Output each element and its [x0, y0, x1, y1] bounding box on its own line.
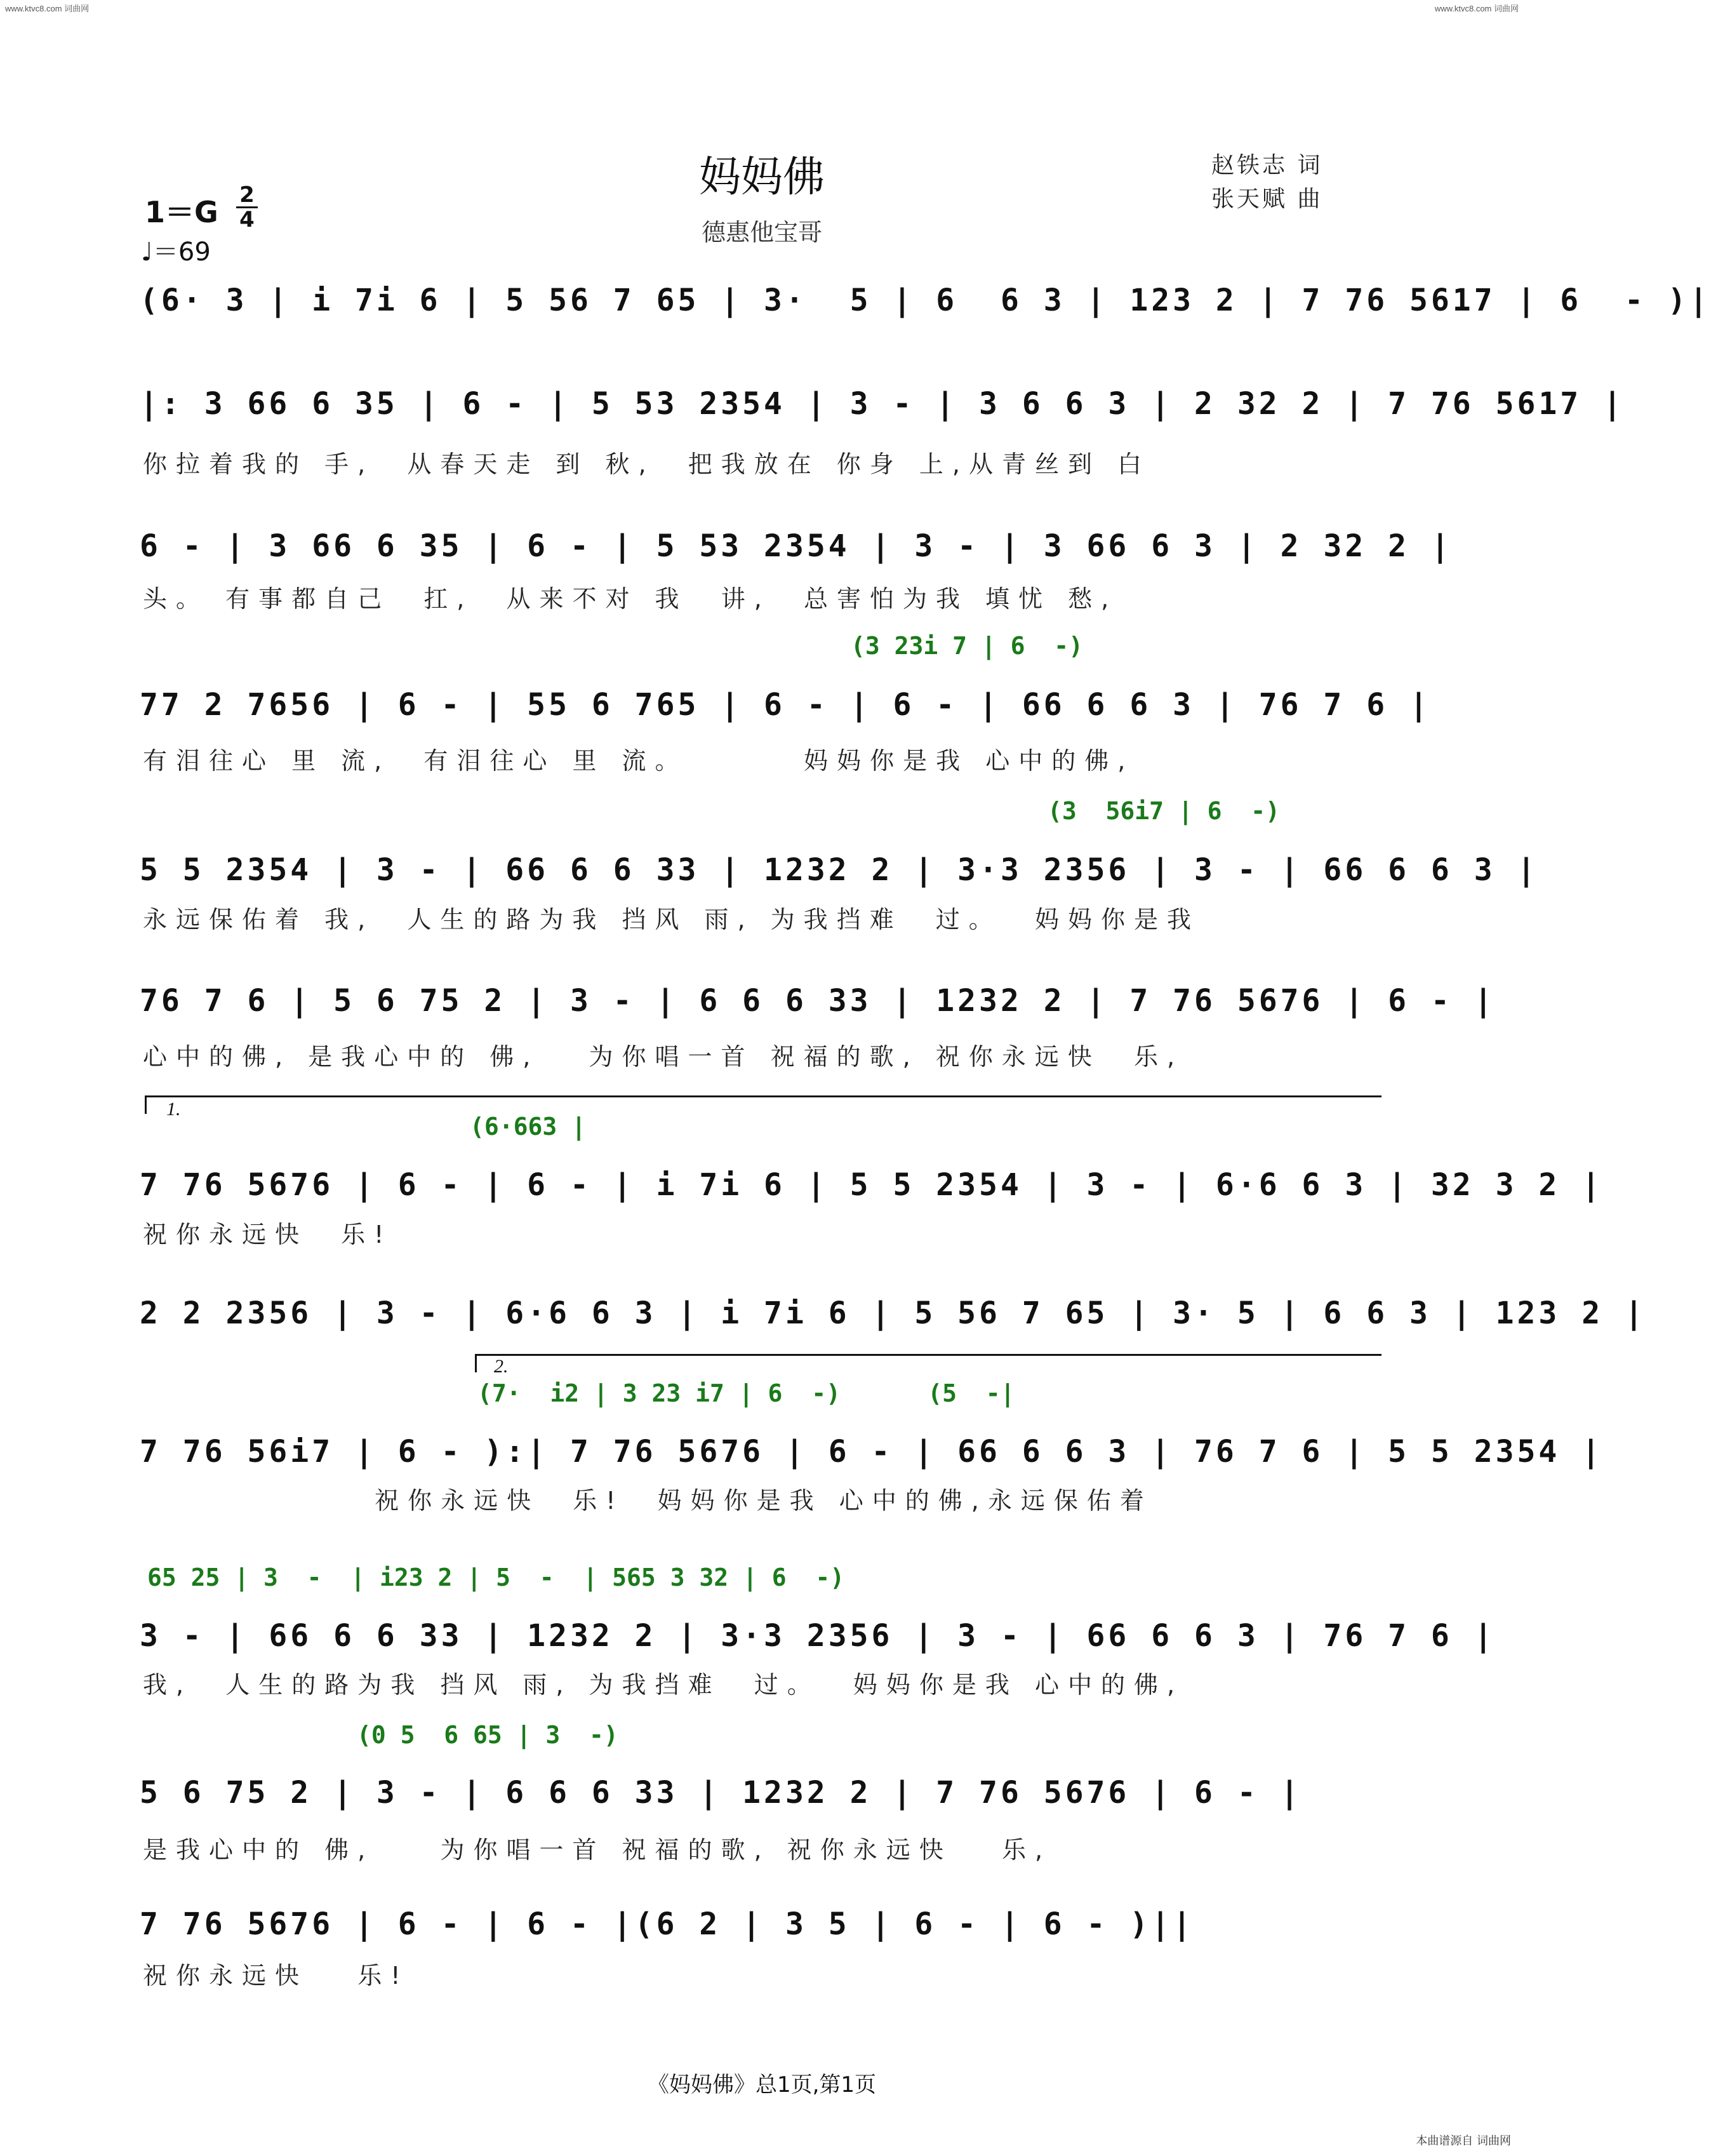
watermark-right: www.ktvc8.com 词曲网	[1434, 4, 1519, 13]
staff-line-5: 5 5 2354 | 3 - | 66 6 6 33 | 1232 2 | 3·3 2356 | 3 - | 66 6 6 3 |	[140, 852, 1539, 888]
staff-line-2: |: 3 66 6 35 | 6 - | 5 53 2354 | 3 - | 3 6 6 3 | 2 32 2 | 7 76 5617 |	[140, 386, 1625, 422]
accompaniment-line-11: (0 5 6 65 | 3 -)	[357, 1721, 618, 1749]
time-signature-top: 2	[239, 182, 255, 208]
tempo-mark: ♩＝69	[141, 238, 211, 267]
lyric-line-7: 祝你永远快 乐!	[143, 1221, 393, 1249]
volta-label-1: 1.	[166, 1099, 181, 1120]
watermark-left: www.ktvc8.com 词曲网	[5, 4, 90, 13]
staff-line-7: 7 76 5676 | 6 - | 6 - | i 7i 6 | 5 5 2354 | 3 - | 6·6 6 3 | 32 3 2 |	[140, 1167, 1604, 1203]
lyric-line-12: 祝你永远快 乐!	[143, 1962, 409, 1990]
staff-line-10: 3 - | 66 6 6 33 | 1232 2 | 3·3 2356 | 3 - | 66 6 6 3 | 76 7 6 |	[140, 1618, 1496, 1654]
lyric-line-2: 你拉着我的 手, 从春天走 到 秋, 把我放在 你身 上,从青丝到 白	[143, 450, 1151, 478]
staff-line-6: 76 7 6 | 5 6 75 2 | 3 - | 6 6 6 33 | 1232 2 | 7 76 5676 | 6 - |	[140, 983, 1496, 1019]
volta-label-2: 2.	[494, 1356, 509, 1377]
staff-line-4: 77 2 7656 | 6 - | 55 6 765 | 6 - | 6 - | 66 6 6 3 | 76 7 6 |	[140, 687, 1431, 723]
volta-bracket-2	[475, 1354, 1381, 1372]
composer-credit: 张天赋 曲	[1211, 186, 1323, 212]
accompaniment-line-10: 65 25 | 3 - | i23 2 | 5 - | 565 3 32 | 6 -)	[147, 1563, 845, 1591]
key-signature: 1＝G	[145, 195, 218, 229]
song-title: 妈妈佛	[699, 152, 825, 201]
volta-bracket-1	[145, 1095, 1381, 1114]
lyric-line-9: 祝你永远快 乐! 妈妈你是我 心中的佛,永远保佑着	[143, 1487, 1153, 1515]
lyric-line-5: 永远保佑着 我, 人生的路为我 挡风 雨, 为我挡难 过。 妈妈你是我	[143, 906, 1200, 934]
accompaniment-line-7: (6·663 |	[470, 1113, 587, 1141]
lyric-line-6: 心中的佛, 是我心中的 佛, 为你唱一首 祝福的歌, 祝你永远快 乐,	[143, 1043, 1184, 1071]
time-signature	[236, 184, 258, 231]
staff-line-12: 7 76 5676 | 6 - | 6 - |(6 2 | 3 5 | 6 - | 6 - )||	[140, 1906, 1195, 1942]
lyric-line-10: 我, 人生的路为我 挡风 雨, 为我挡难 过。 妈妈你是我 心中的佛,	[143, 1671, 1184, 1699]
accompaniment-line-9: (7· i2 | 3 23 i7 | 6 -) (5 -|	[477, 1379, 1015, 1407]
accompaniment-line-5: (3 56i7 | 6 -)	[1048, 797, 1281, 825]
source-notice: 本曲谱源自 词曲网	[1416, 2134, 1511, 2148]
staff-line-3: 6 - | 3 66 6 35 | 6 - | 5 53 2354 | 3 - | 3 66 6 3 | 2 32 2 |	[140, 528, 1453, 564]
staff-line-8: 2 2 2356 | 3 - | 6·6 6 3 | i 7i 6 | 5 56 7 65 | 3· 5 | 6 6 3 | 123 2 |	[140, 1296, 1646, 1331]
staff-line-9: 7 76 56i7 | 6 - ):| 7 76 5676 | 6 - | 66 6 6 3 | 76 7 6 | 5 5 2354 |	[140, 1434, 1604, 1470]
staff-line-1: (6· 3 | i 7i 6 | 5 56 7 65 | 3· 5 | 6 6 3 | 123 2 | 7 76 5617 | 6 - )|	[140, 283, 1711, 318]
lyric-line-4: 有泪往心 里 流, 有泪往心 里 流。 妈妈你是我 心中的佛,	[143, 747, 1135, 775]
lyric-line-11: 是我心中的 佛, 为你唱一首 祝福的歌, 祝你永远快 乐,	[143, 1836, 1052, 1864]
song-subtitle: 德惠他宝哥	[701, 218, 822, 246]
lyricist-credit: 赵铁志 词	[1211, 152, 1323, 178]
page-footer: 《妈妈佛》总1页,第1页	[647, 2072, 877, 2098]
time-signature-bottom: 4	[239, 207, 255, 232]
staff-line-11: 5 6 75 2 | 3 - | 6 6 6 33 | 1232 2 | 7 76 5676 | 6 - |	[140, 1775, 1302, 1811]
accompaniment-line-4: (3 23i 7 | 6 -)	[851, 632, 1084, 660]
lyric-line-3: 头。 有事都自己 扛, 从来不对 我 讲, 总害怕为我 填忧 愁,	[143, 585, 1118, 613]
